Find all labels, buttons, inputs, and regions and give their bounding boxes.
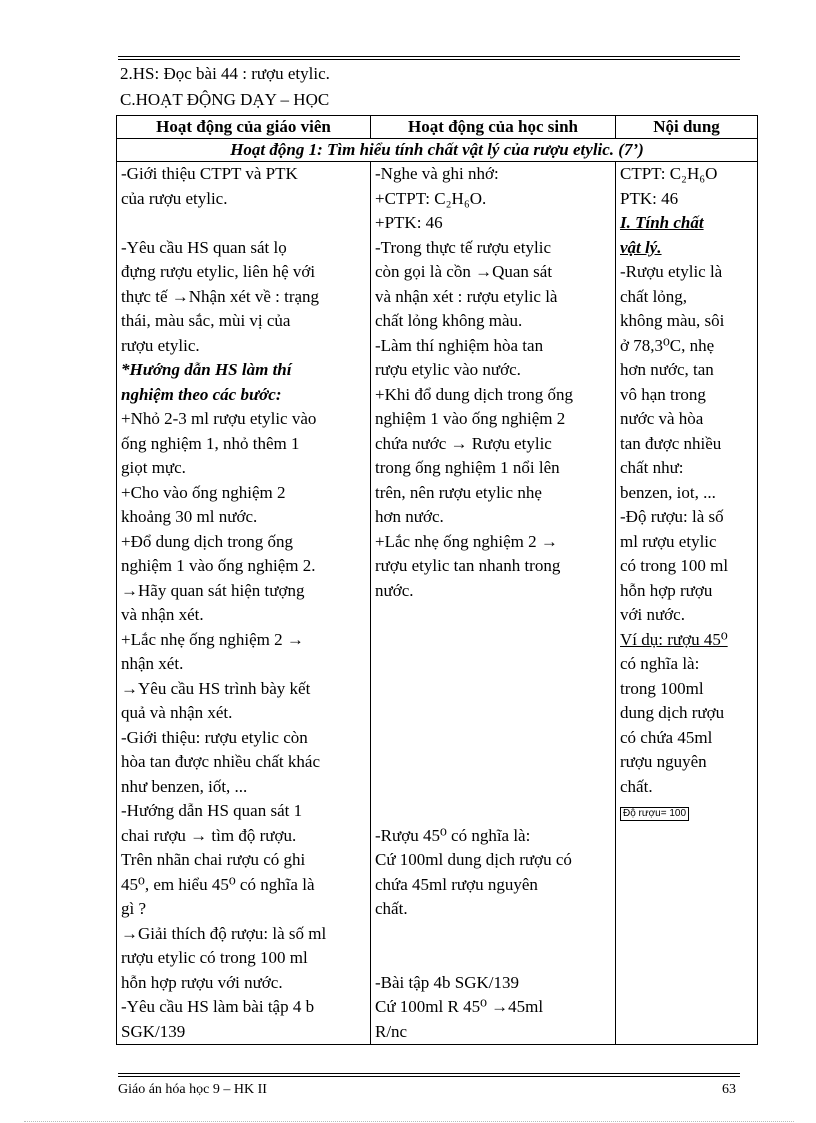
footer-title: Giáo án hóa học 9 – HK II [118,1082,267,1097]
student-line: chứa nước → Rượu etylic [375,433,552,453]
body-row [117,162,758,1045]
student-line [375,922,611,947]
teacher-line: đựng rượu etylic, liên hệ với [121,262,316,281]
content-line: chất như: [620,458,684,477]
teacher-line: chai rượu → tìm độ rượu. [121,825,297,845]
content-line: chất lỏng, [620,286,688,306]
student-line: -Bài tập 4b SGK/139 [375,972,520,992]
teacher-line: nghiệm theo các bước: [121,384,282,404]
teacher-line: ống nghiệm 1, nhỏ thêm 1 [121,433,300,453]
teacher-line: -Giới thiệu: rượu etylic còn [121,727,308,747]
teacher-line: như benzen, iốt, ... [121,776,248,796]
student-line [375,750,611,775]
activity-title: Hoạt động 1: Tìm hiểu tính chất vật lý của rượu etylic. (7’) [117,139,758,162]
top-rule [118,56,740,57]
student-line [375,726,611,751]
student-line: chất. [375,899,408,918]
student-line: trong ống nghiệm 1 nổi lên [375,458,560,477]
teacher-line: +Đổ dung dịch trong ống [121,531,294,551]
student-line: +Lắc nhẹ ống nghiệm 2 → [375,531,558,551]
bottom-rule [118,1073,740,1074]
lesson-table [116,115,758,1045]
content-line: trong 100ml [620,678,704,698]
student-line: và nhận xét : rượu etylic là [375,286,558,306]
student-line: -Làm thí nghiệm hòa tan [375,335,544,355]
top-rule-2 [118,59,740,60]
content-line: -Độ rượu: là số [620,507,724,526]
bottom-rule-2 [118,1076,740,1077]
content-line: có nghĩa là: [620,654,700,673]
student-line: -Nghe và ghi nhớ: [375,164,499,183]
content-line: dung dịch rượu [620,703,725,722]
hs-preparation-line: 2.HS: Đọc bài 44 : rượu etylic. [120,64,330,83]
teacher-line: quả và nhận xét. [121,703,233,722]
teacher-line: thái, màu sắc, mùi vị của [121,311,291,330]
content-line: với nước. [620,605,685,624]
student-line: nước. [375,580,414,600]
content-line: CTPT: C₂H₆O [620,164,718,183]
header-row [117,116,758,139]
content-line: -Rượu etylic là [620,262,723,281]
student-line [375,677,611,702]
teacher-line: -Giới thiệu CTPT và PTK [121,164,298,183]
student-line [375,701,611,726]
student-line: hơn nước. [375,507,444,526]
teacher-line: thực tế →Nhận xét về : trạng [121,286,320,306]
teacher-line: khoảng 30 ml nước. [121,507,258,526]
content-line: ml rượu etylic [620,531,717,551]
student-line [375,603,611,628]
student-line: nghiệm 1 vào ống nghiệm 2 [375,409,566,428]
page-number: 63 [722,1082,736,1097]
content-line: Ví dụ: rượu 45⁰ [620,629,728,649]
activity-row [117,139,758,162]
teacher-line: gì ? [121,899,147,918]
teacher-line: giọt mực. [121,458,186,477]
student-line: +CTPT: C₂H₆O. [375,188,487,208]
content-line: nước và hòa [620,409,704,428]
content-line: ở 78,3⁰C, nhẹ [620,335,715,355]
teacher-line: rượu etylic. [121,335,200,355]
content-line: có chứa 45ml [620,727,713,747]
header-teacher: Hoạt động của giáo viên [117,116,371,139]
content-line: hơn nước, tan [620,360,714,379]
student-line: chứa 45ml rượu nguyên [375,874,538,894]
content-line: PTK: 46 [620,188,679,208]
student-line [375,946,611,971]
header-content: Nội dung [616,116,758,139]
student-line: -Rượu 45⁰ có nghĩa là: [375,825,531,845]
content-line: hỗn hợp rượu [620,580,713,600]
student-line [375,652,611,677]
teacher-line: rượu etylic có trong 100 ml [121,948,308,967]
student-line: chất lỏng không màu. [375,311,523,330]
teacher-line: hòa tan được nhiều chất khác [121,752,320,771]
teacher-line: nghiệm 1 vào ống nghiệm 2. [121,556,316,575]
teacher-line: và nhận xét. [121,605,204,624]
teacher-line: SGK/139 [121,1021,186,1041]
content-line: I. Tính chất [620,213,704,232]
teacher-line: hỗn hợp rượu với nước. [121,972,283,992]
teacher-line: -Yêu cầu HS quan sát lọ [121,237,287,257]
teacher-line: -Hướng dẫn HS quan sát 1 [121,801,303,820]
student-line: -Trong thực tế rượu etylic [375,237,551,257]
page-edge [24,1121,794,1122]
content-line: rượu nguyên [620,752,707,771]
teacher-line: →Yêu cầu HS trình bày kết [121,678,311,698]
content-column [616,162,758,1045]
content-line: chất. [620,776,653,796]
student-column [371,162,616,1045]
teacher-line: *Hướng dẫn HS làm thí [121,360,292,379]
teacher-line: +Cho vào ống nghiệm 2 [121,482,286,502]
content-line: không màu, sôi [620,311,725,330]
student-line: trên, nên rượu etylic nhẹ [375,482,542,502]
teacher-line: →Giải thích độ rượu: là số ml [121,923,327,943]
teacher-line: 45⁰, em hiểu 45⁰ có nghĩa là [121,874,315,894]
teacher-line: của rượu etylic. [121,188,228,208]
teacher-line: nhận xét. [121,654,184,673]
student-line: Cứ 100ml R 45⁰ →45ml [375,997,544,1016]
header-student: Hoạt động của học sinh [371,116,616,139]
teacher-column [117,162,371,1045]
teacher-line [121,211,366,236]
section-title: C.HOẠT ĐỘNG DẠY – HỌC [120,90,330,109]
teacher-line: -Yêu cầu HS làm bài tập 4 b [121,997,315,1016]
teacher-line: →Hãy quan sát hiện tượng [121,580,305,600]
student-line: còn gọi là cồn →Quan sát [375,262,553,281]
content-line: benzen, iot, ... [620,482,716,502]
teacher-line: +Lắc nhẹ ống nghiệm 2 → [121,629,304,649]
alcohol-degree-formula: Độ rượu= 100 [620,807,689,821]
content-line: có trong 100 ml [620,556,729,575]
teacher-line: Trên nhãn chai rượu có ghi [121,850,306,869]
student-line [375,775,611,800]
student-line [375,628,611,653]
content-line: vật lý. [620,237,662,257]
student-line [375,799,611,824]
student-line: rượu etylic tan nhanh trong [375,556,561,575]
teacher-line: +Nhỏ 2-3 ml rượu etylic vào [121,409,317,428]
student-line: +Khi đổ dung dịch trong ống [375,384,573,404]
student-line: rượu etylic vào nước. [375,360,521,379]
student-line: +PTK: 46 [375,213,443,232]
content-line: tan được nhiều [620,433,722,453]
student-line: Cứ 100ml dung dịch rượu có [375,850,572,869]
student-line: R/nc [375,1021,408,1041]
content-line: vô hạn trong [620,384,706,404]
